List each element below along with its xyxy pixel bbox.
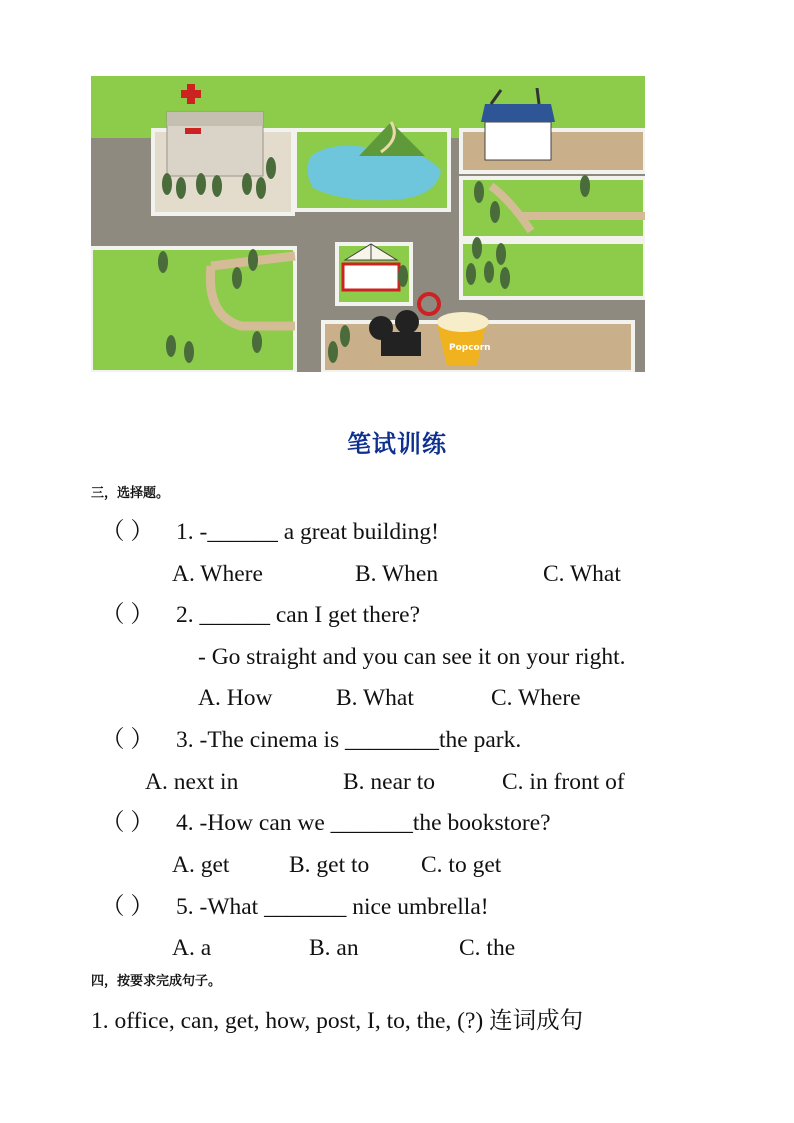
- q2-answer-line: - Go straight and you can see it on your right.: [198, 644, 626, 670]
- question-4: [101, 812, 551, 836]
- answer-paren: （ ）: [101, 810, 154, 836]
- question-3: [101, 729, 521, 753]
- popcorn-label: Popcorn: [449, 343, 491, 353]
- q3-option-a: A. next in: [145, 769, 239, 795]
- question-5: [101, 896, 489, 920]
- q4-option-a: A. get: [172, 852, 230, 878]
- town-map-illustration: [91, 76, 645, 372]
- page-title: 笔试训练: [347, 430, 447, 458]
- answer-paren: （ ）: [101, 894, 154, 920]
- sentence-item-1: 1. office, can, get, how, post, I, to, the, (?) 连词成句: [91, 1008, 584, 1034]
- q1-option-c: C. What: [543, 561, 621, 587]
- section-heading-choice: 三，选择题。: [91, 486, 170, 501]
- question-1: [101, 521, 439, 545]
- q4-option-c: C. to get: [421, 852, 502, 878]
- question-text: 4. -How can we _______the bookstore?: [176, 810, 551, 836]
- restaurant-building: [485, 122, 551, 160]
- q1-option-b: B. When: [355, 561, 439, 587]
- q2-option-a: A. How: [198, 685, 273, 711]
- section-heading-sentences: 四，按要求完成句子。: [91, 974, 222, 989]
- question-text: 1. -______ a great building!: [176, 519, 440, 545]
- q3-option-b: B. near to: [343, 769, 436, 795]
- question-text: 2. ______ can I get there?: [176, 602, 421, 628]
- q5-option-b: B. an: [309, 935, 359, 961]
- q5-option-a: A. a: [172, 935, 212, 961]
- answer-paren: （ ）: [101, 602, 154, 628]
- q3-option-c: C. in front of: [502, 769, 625, 795]
- q1-option-a: A. Where: [172, 561, 263, 587]
- answer-paren: （ ）: [101, 519, 154, 545]
- q2-option-c: C. Where: [491, 685, 581, 711]
- question-text: 5. -What _______ nice umbrella!: [176, 894, 489, 920]
- question-text: 3. -The cinema is ________the park.: [176, 727, 522, 753]
- question-2: [101, 604, 420, 628]
- q2-option-b: B. What: [336, 685, 414, 711]
- q5-option-c: C. the: [459, 935, 516, 961]
- answer-paren: （ ）: [101, 727, 154, 753]
- bookstore-building: [343, 264, 399, 290]
- q4-option-b: B. get to: [289, 852, 370, 878]
